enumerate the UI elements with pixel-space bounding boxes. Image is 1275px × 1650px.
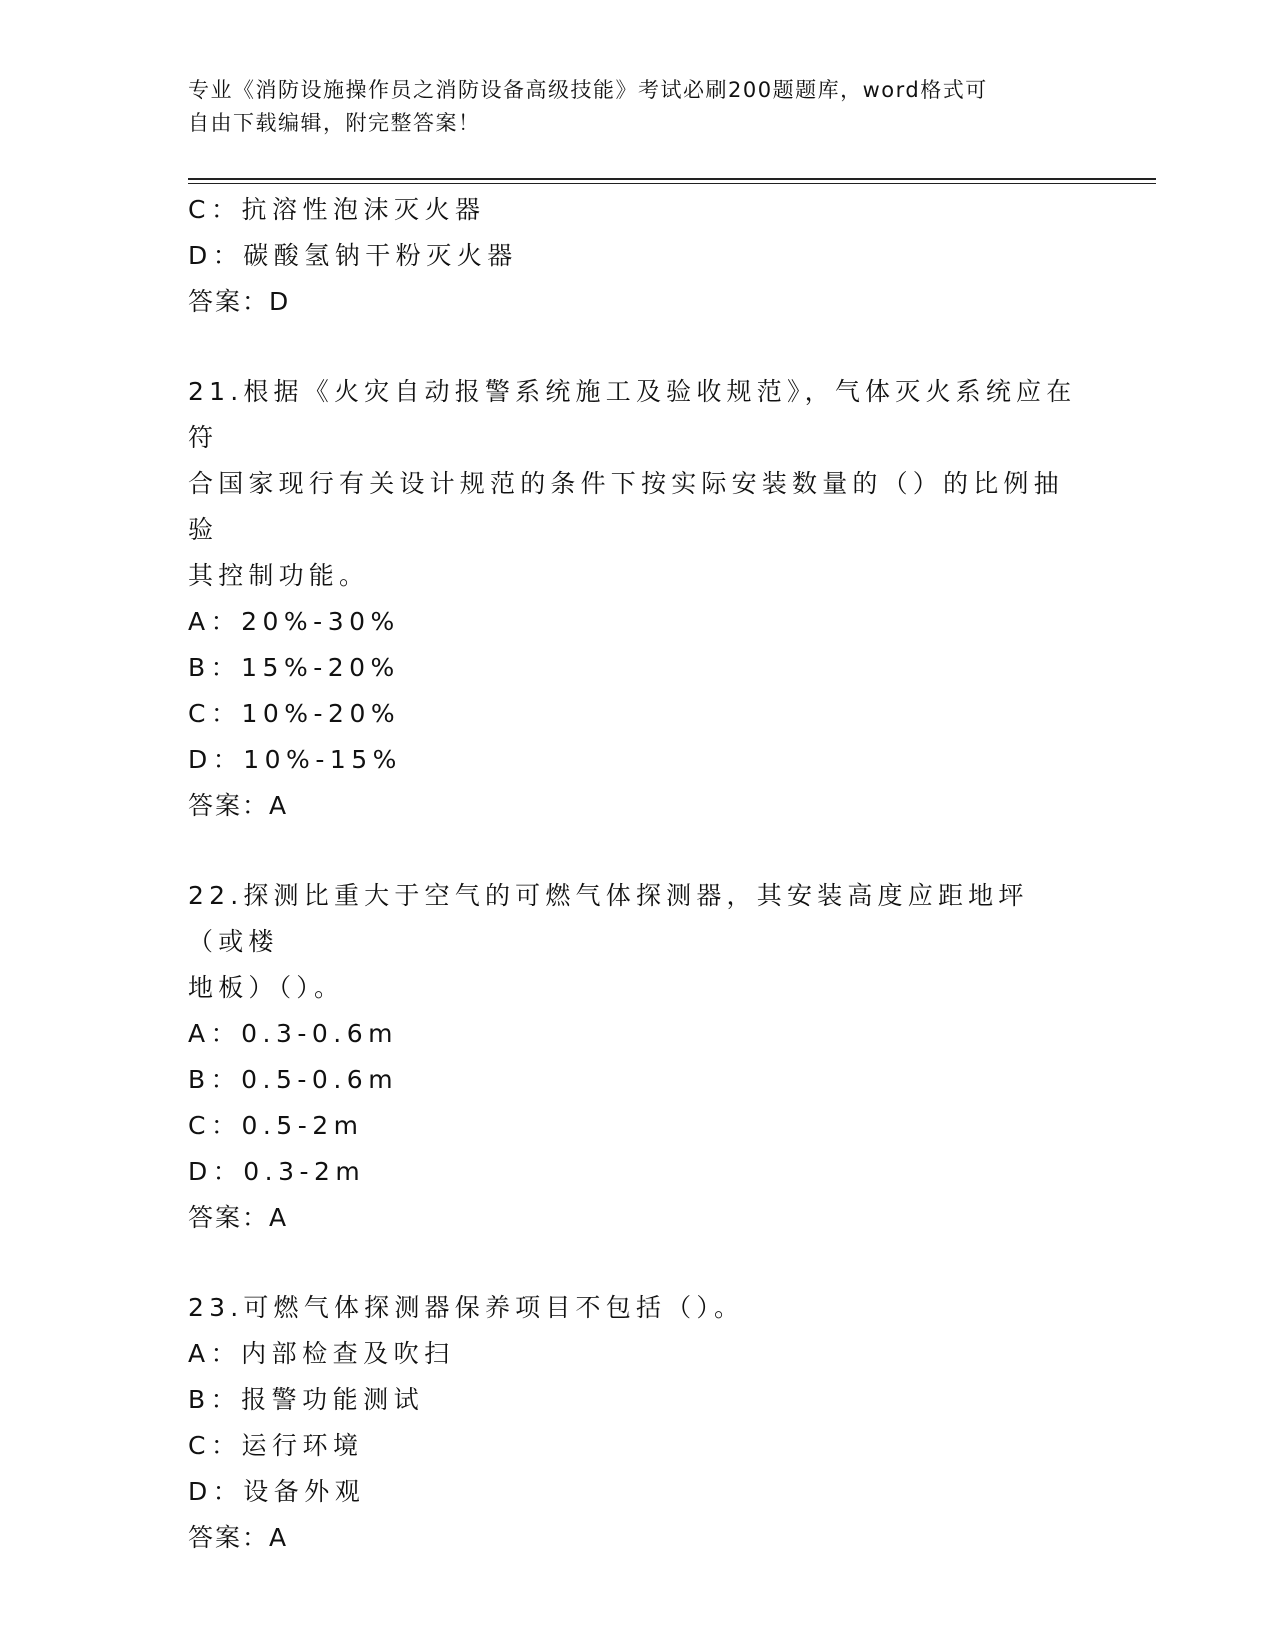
option-c: C：抗溶性泡沫灭火器 [188, 195, 486, 224]
option-d: D：10%-15% [188, 745, 402, 774]
header-line-2: 自由下载编辑，附完整答案！ [188, 111, 481, 135]
option-c: C：10%-20% [188, 699, 401, 728]
option-d: D：0.3-2m [188, 1157, 366, 1186]
document-header [188, 74, 1068, 140]
question-text-line: 其控制功能。 [188, 561, 370, 590]
question-22 [188, 873, 1088, 1241]
option-b: B：报警功能测试 [188, 1385, 425, 1414]
option-d: D：设备外观 [188, 1477, 366, 1506]
question-23 [188, 1285, 1088, 1561]
question-text-line: 21.根据《火灾自动报警系统施工及验收规范》，气体灭火系统应在符 [188, 377, 1077, 452]
header-divider [188, 178, 1156, 180]
option-b: B：15%-20% [188, 653, 400, 682]
spacer [188, 1241, 1088, 1285]
question-text-line: 地板）（）。 [188, 973, 345, 1002]
question-text-line: 22.探测比重大于空气的可燃气体探测器，其安装高度应距地坪（或楼 [188, 881, 1029, 956]
header-divider-thin [188, 183, 1156, 184]
answer-line: 答案：A [188, 1203, 289, 1232]
question-21 [188, 369, 1088, 829]
option-d: D：碳酸氢钠干粉灭火器 [188, 241, 518, 270]
answer-line: 答案：D [188, 287, 291, 316]
option-b: B：0.5-0.6m [188, 1065, 399, 1094]
option-c: C：运行环境 [188, 1431, 364, 1460]
question-text-line: 合国家现行有关设计规范的条件下按实际安装数量的（）的比例抽验 [188, 469, 1064, 544]
option-a: A：0.3-0.6m [188, 1019, 398, 1048]
answer-line: 答案：A [188, 791, 289, 820]
question-content [188, 187, 1088, 1561]
question-text-line: 23.可燃气体探测器保养项目不包括（）。 [188, 1293, 745, 1322]
option-a: A：20%-30% [188, 607, 400, 636]
header-line-1: 专业《消防设施操作员之消防设备高级技能》考试必刷200题题库，word格式可 [188, 78, 988, 102]
previous-question-tail [188, 187, 1088, 325]
option-a: A：内部检查及吹扫 [188, 1339, 455, 1368]
spacer [188, 829, 1088, 873]
answer-line: 答案：A [188, 1523, 289, 1552]
spacer [188, 325, 1088, 369]
option-c: C：0.5-2m [188, 1111, 364, 1140]
